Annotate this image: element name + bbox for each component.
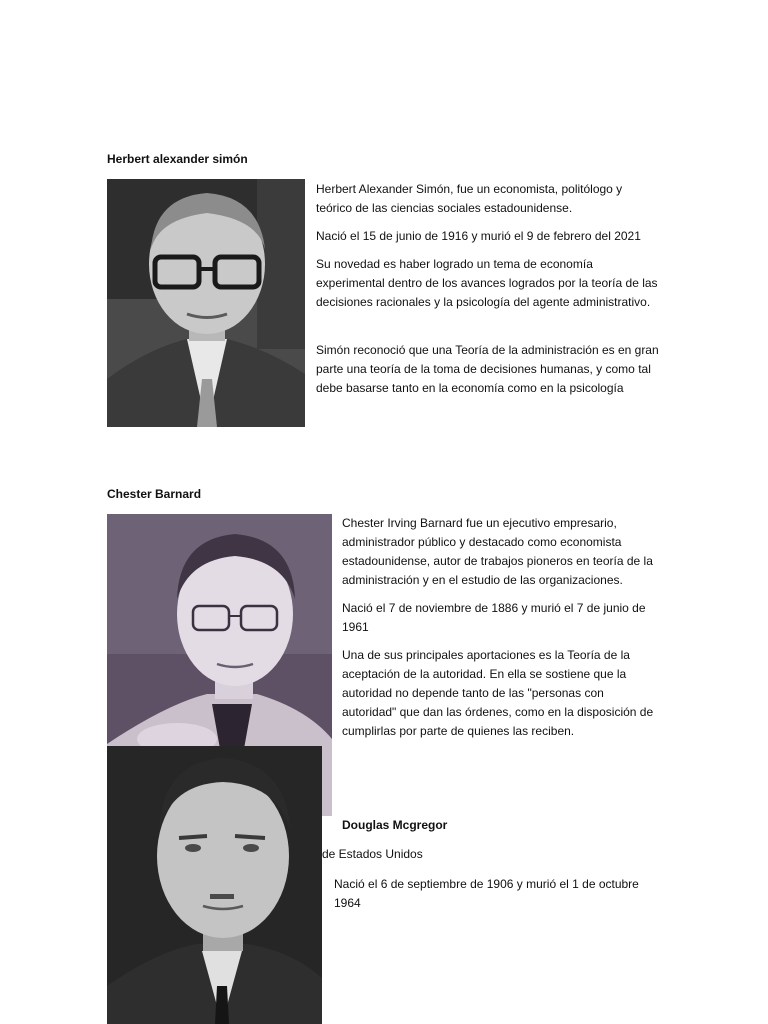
simon-paragraph-3: Su novedad es haber logrado un tema de economía experimental dentro de los avances logrados por la teoría de las decisiones racionales y la psicología del agente administrativo.	[316, 257, 658, 309]
section-title-mcgregor: Douglas Mcgregor	[342, 818, 448, 832]
section-title-simon: Herbert alexander simón	[107, 152, 248, 166]
barnard-paragraph-3: Una de sus principales aportaciones es la Teoría de la aceptación de la autoridad. En ella se sostiene que la autoridad no depende tanto de las "personas con autoridad" que dan las órdenes, como en la disposición de cumplirlas por parte de quienes las reciben.	[342, 648, 654, 738]
simon-paragraph-4: Simón reconoció que una Teoría de la administración es en gran parte una teoría de la toma de decisiones humanas, y como tal debe basarse tanto en la economía como en la psicología	[316, 343, 659, 395]
portrait-mcgregor	[107, 746, 322, 1024]
barnard-paragraph-1: Chester Irving Barnard fue un ejecutivo empresario, administrador público y destacado como economista estadounidense, autor de trabajos pioneros en teoría de la administración y en el estudio de las organizaciones.	[342, 516, 653, 587]
barnard-paragraph-2: Nació el 7 de noviembre de 1886 y murió el 7 de junio de 1961	[342, 601, 646, 634]
simon-paragraph-1: Herbert Alexander Simón, fue un economista, politólogo y teórico de las ciencias sociales estadounidense.	[316, 182, 623, 215]
mcgregor-dates: Nació el 6 de septiembre de 1906 y murió el 1 de octubre 1964	[334, 877, 639, 910]
section-title-barnard: Chester Barnard	[107, 487, 202, 501]
simon-paragraph-2: Nació el 15 de junio de 1916 y murió el 9 de febrero del 2021	[316, 229, 641, 243]
mcgregor-country: de Estados Unidos	[322, 847, 423, 861]
portrait-simon	[107, 179, 305, 427]
